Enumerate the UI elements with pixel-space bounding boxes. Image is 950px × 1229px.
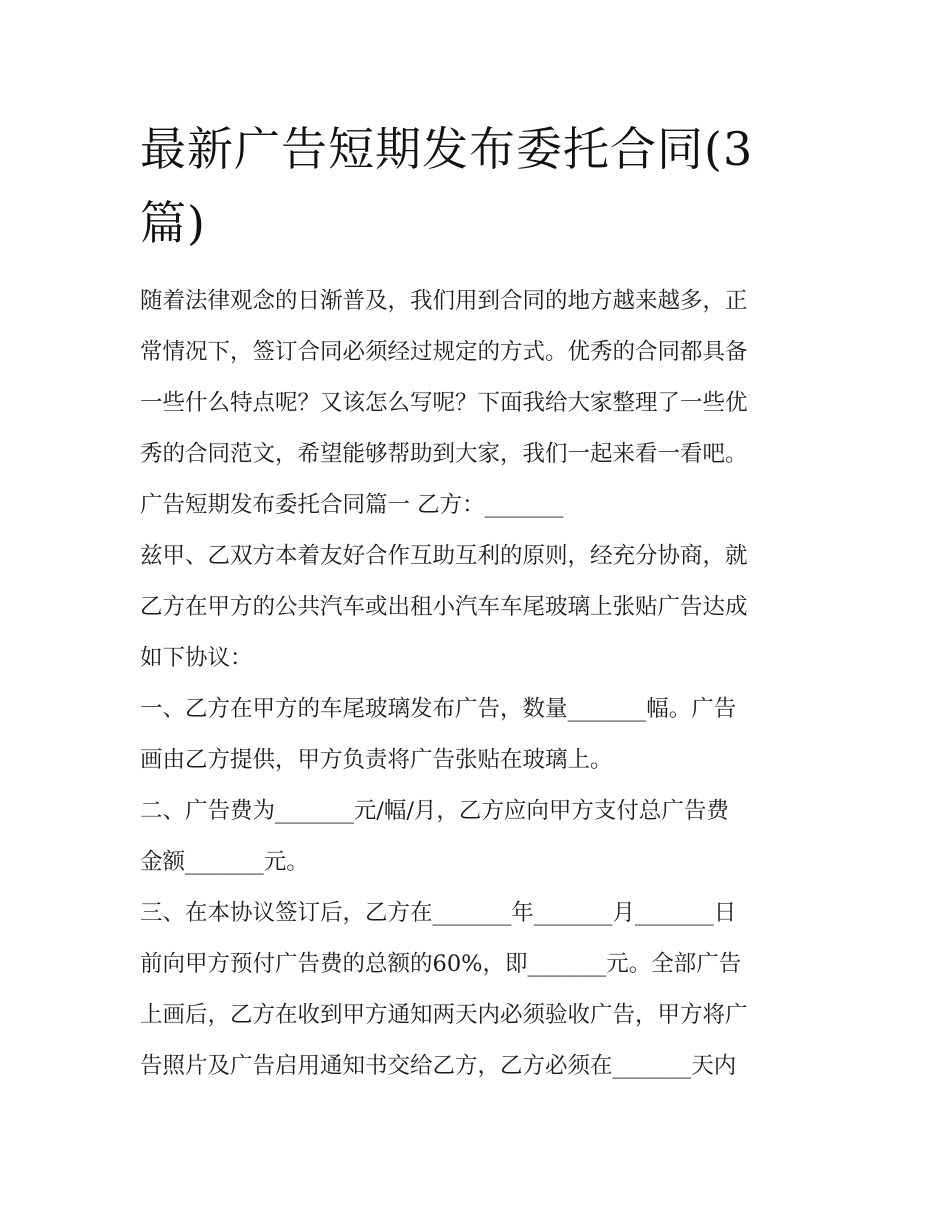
body-line-contract-heading: 广告短期发布委托合同篇一 乙方：_______ <box>140 492 564 518</box>
body-line-clause3-1: 三、在本协议签订后，乙方在_______年_______月_______日 <box>140 900 737 926</box>
body-line-clause3-3: 上画后，乙方在收到甲方通知两天内必须验收广告，甲方将广 <box>140 1002 748 1028</box>
body-line-preamble-3: 如下协议： <box>140 645 253 671</box>
body-line-clause1-1: 一、乙方在甲方的车尾玻璃发布广告，数量_______幅。广告 <box>140 696 737 722</box>
body-line-clause2-1: 二、广告费为_______元/幅/月，乙方应向甲方支付总广告费 <box>140 798 729 824</box>
body-line-clause1-2: 画由乙方提供，甲方负责将广告张贴在玻璃上。 <box>140 747 613 773</box>
body-line-preamble-2: 乙方在甲方的公共汽车或出租小汽车车尾玻璃上张贴广告达成 <box>140 594 748 620</box>
title-line-1: 最新广告短期发布委托合同(3 <box>140 122 754 176</box>
body-line-intro-3: 一些什么特点呢？又该怎么写呢？下面我给大家整理了一些优 <box>140 390 748 416</box>
body-line-clause3-2: 前向甲方预付广告费的总额的60%，即_______元。全部广告 <box>140 951 742 977</box>
body-line-intro-4: 秀的合同范文，希望能够帮助到大家，我们一起来看一看吧。 <box>140 441 748 467</box>
document-title <box>140 112 820 260</box>
body-line-clause3-4: 告照片及广告启用通知书交给乙方，乙方必须在_______天内 <box>140 1053 737 1079</box>
body-line-preamble-1: 兹甲、乙双方本着友好合作互助互利的原则，经充分协商，就 <box>140 543 748 569</box>
body-line-intro-2: 常情况下，签订合同必须经过规定的方式。优秀的合同都具备 <box>140 339 748 365</box>
body-line-intro-1: 随着法律观念的日渐普及，我们用到合同的地方越来越多，正 <box>140 288 748 314</box>
body-line-clause2-2: 金额_______元。 <box>140 849 309 875</box>
title-line-2: 篇) <box>140 196 206 250</box>
document-body <box>140 276 820 1092</box>
